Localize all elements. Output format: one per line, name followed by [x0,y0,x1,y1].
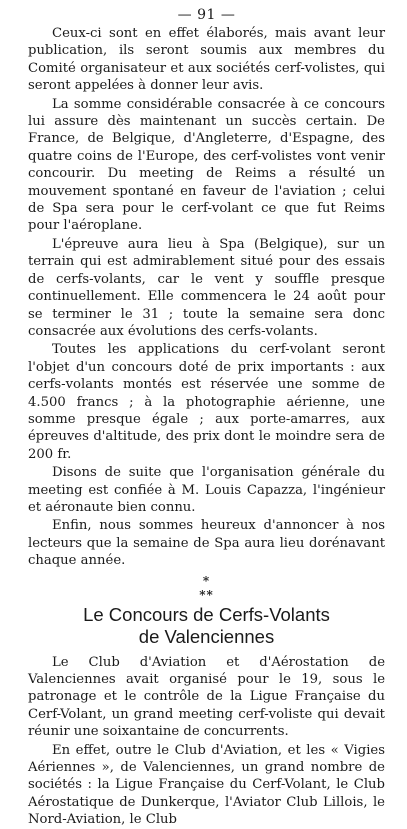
heading-line-2: de Valenciennes [138,625,275,647]
paragraph: Enfin, nous sommes heureux d'annoncer à nos lecteurs que la semaine de Spa aura lieu dorénavant chaque année. [28,518,385,569]
paragraph: En effet, outre le Club d'Aviation, et les « Vigies Aériennes », de Valenciennes, un grand nombre de sociétés : la Ligue Française du Cerf-Volant, le Club Aérostatique de Dunkerque, l'Aviator Club Lillois, le Nord-Aviation, le Club [28,742,385,828]
paragraph: Ceux-ci sont en effet élaborés, mais avant leur publication, ils seront soumis aux membres du Comité organisateur et aux sociétés cerf-volistes, qui seront appelées à donner leur avis. [28,26,385,94]
paragraph: L'épreuve aura lieu à Spa (Belgique), sur un terrain qui est admirablement situé pour des essais de cerfs-volants, car le vent y souffle presque continuellement. Elle commencera le 24 août pour se terminer le 31 ; toute la semaine sera donc consacrée aux évolutions des cerfs-volants. [28,236,385,339]
paragraph: Le Club d'Aviation et d'Aérostation de Valenciennes avait organisé pour le 19, sous le patronage et le contrôle de la Ligue Française du Cerf-Volant, un grand meeting cerf-voliste qui devait réunir une soixantaine de concurrents. [28,654,385,740]
page-number: — 91 — [177,7,236,23]
paragraph: La somme considérable consacrée à ce concours lui assure dès maintenant un succès certain. De France, de Belgique, d'Angleterre, d'Espagne, des quatre coins de l'Europe, des cerf-volistes vont venir concourir. Du meeting de Reims a résulté un mouvement spontané en faveur de l'aviation ; celui de Spa sera pour le cerf-volant ce que fut Reims pour l'aéroplane. [28,96,385,234]
section-heading [28,604,385,648]
section-separator: * ** [199,573,214,602]
paragraph: Toutes les applications du cerf-volant seront l'objet d'un concours doté de prix importants : aux cerfs-volants montés est réservée une somme de 4.500 francs ; à la photographie aérienne, une somme presque égale ; aux porte-amarres, aux épreuves d'altitude, des prix dont le moindre sera de 200 fr. [28,342,385,462]
paragraph: Disons de suite que l'organisation générale du meeting est confiée à M. Louis Capazza, l'ingénieur et aéronaute bien connu. [28,465,385,515]
heading-line-1: Le Concours de Cerfs-Volants [83,603,330,625]
